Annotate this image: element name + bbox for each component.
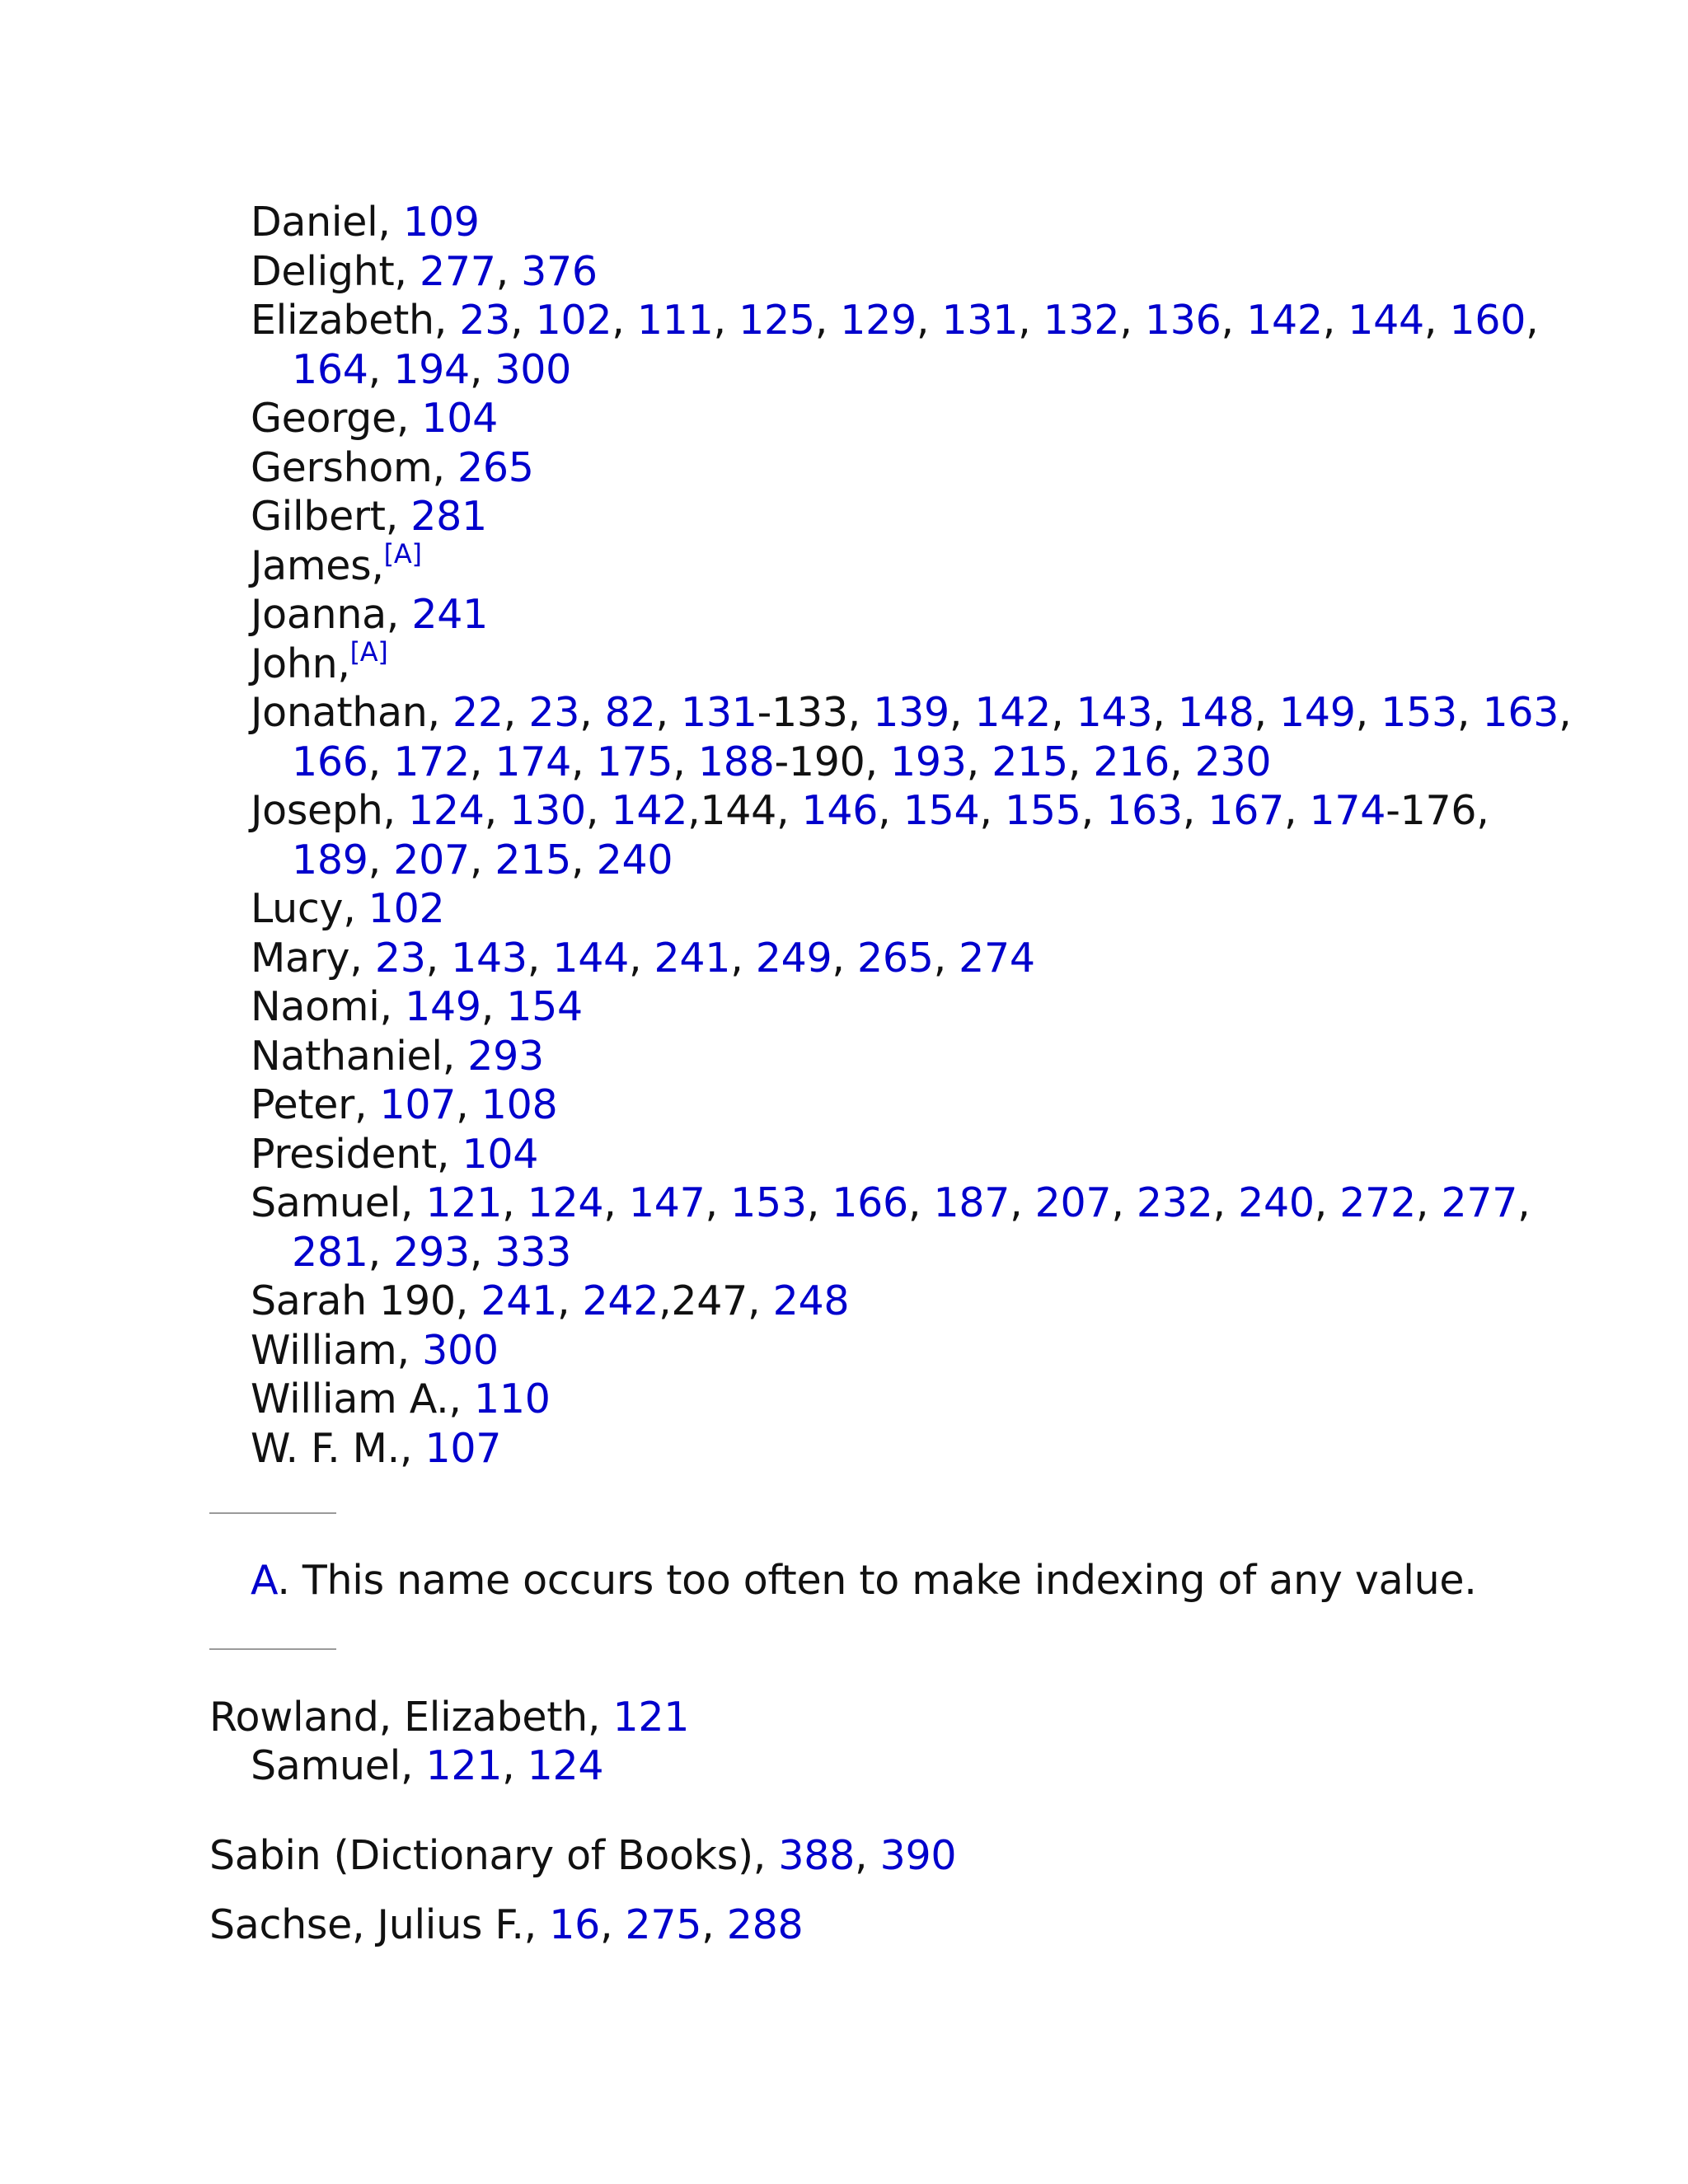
- page-link[interactable]: 207: [1034, 1179, 1112, 1226]
- index-continuation-line: [292, 345, 571, 395]
- page-link[interactable]: 172: [393, 738, 470, 785]
- entry-name: Gershom: [251, 444, 433, 491]
- page-link[interactable]: 82: [604, 689, 656, 736]
- entry-name: James: [251, 542, 372, 589]
- entry-separator: ,: [1010, 1179, 1035, 1226]
- page-link[interactable]: 131: [681, 689, 757, 736]
- index-entry: [209, 1900, 803, 1950]
- page-link[interactable]: 265: [457, 444, 534, 491]
- page-link[interactable]: 265: [856, 935, 934, 982]
- entry-name: Elizabeth: [251, 297, 434, 344]
- entry-separator: ,: [705, 1179, 731, 1226]
- page-link[interactable]: 136: [1144, 297, 1221, 344]
- entry-separator: ,: [1322, 297, 1348, 344]
- page-link[interactable]: 125: [738, 297, 815, 344]
- entry-separator: ,: [1559, 689, 1572, 736]
- entry-separator: ,: [469, 1229, 495, 1276]
- index-subentry: [251, 934, 1035, 983]
- index-continuation-line: [292, 738, 1271, 787]
- entry-separator: ,: [495, 248, 522, 295]
- page-link[interactable]: 154: [903, 787, 980, 834]
- page-link[interactable]: 241: [654, 935, 731, 982]
- index-entry: [209, 1831, 956, 1881]
- page-link[interactable]: 166: [292, 738, 368, 785]
- page-link[interactable]: 216: [1093, 738, 1170, 785]
- entry-separator: ,247,: [659, 1277, 773, 1324]
- entry-separator: ,: [855, 1832, 880, 1879]
- entry-separator: ,: [814, 297, 841, 344]
- index-subentry: [251, 1080, 557, 1130]
- page-link[interactable]: 376: [521, 248, 598, 295]
- page-link[interactable]: 107: [379, 1081, 457, 1128]
- entry-separator: ,: [603, 1179, 629, 1226]
- entry-name: Samuel: [251, 1179, 401, 1226]
- page-link[interactable]: 193: [890, 738, 967, 785]
- page-link[interactable]: 167: [1207, 787, 1284, 834]
- entry-separator: ,: [832, 935, 857, 982]
- entry-separator: ,: [442, 1033, 468, 1080]
- entry-separator: ,: [368, 1229, 394, 1276]
- page-link[interactable]: 111: [636, 297, 714, 344]
- entry-separator: ,: [400, 1179, 426, 1226]
- entry-name: Jonathan: [251, 689, 428, 736]
- entry-name: Samuel: [251, 1742, 401, 1789]
- entry-separator: ,: [571, 837, 597, 883]
- entry-separator: ,: [448, 1376, 474, 1422]
- entry-separator: ,: [1111, 1179, 1137, 1226]
- page-link[interactable]: 144: [1348, 297, 1424, 344]
- page-link[interactable]: 272: [1339, 1179, 1416, 1226]
- entry-separator: ,: [655, 689, 682, 736]
- entry-separator: ,: [427, 689, 453, 736]
- entry-separator: ,: [394, 248, 420, 295]
- entry-name: Rowland, Elizabeth: [209, 1694, 588, 1741]
- entry-name: Joanna: [251, 591, 387, 638]
- page-link[interactable]: 194: [393, 346, 470, 393]
- index-subentry: [251, 636, 388, 689]
- page-link[interactable]: 104: [462, 1131, 539, 1178]
- entry-separator: ,: [396, 395, 422, 442]
- entry-name: Mary: [251, 935, 350, 982]
- entry-separator: ,: [399, 1425, 425, 1472]
- page-link[interactable]: 333: [495, 1229, 572, 1276]
- footnote-divider-bottom: [209, 1648, 336, 1650]
- page-link[interactable]: 143: [451, 935, 528, 982]
- page-link[interactable]: 22: [452, 689, 504, 736]
- entry-separator: ,: [510, 297, 536, 344]
- entry-separator: ,: [806, 1179, 832, 1226]
- entry-separator: ,: [628, 935, 654, 982]
- entry-separator: ,: [1212, 1179, 1239, 1226]
- entry-separator: ,: [368, 346, 394, 393]
- entry-name: W. F. M.: [251, 1425, 400, 1472]
- entry-separator: ,: [386, 591, 412, 638]
- page-link[interactable]: 142: [974, 689, 1052, 736]
- page-link[interactable]: 293: [467, 1033, 544, 1080]
- entry-separator: ,: [382, 787, 409, 834]
- entry-separator: ,: [1221, 297, 1247, 344]
- index-subentry: [251, 1375, 551, 1424]
- page-link[interactable]: 149: [405, 983, 481, 1030]
- entry-separator: ,: [571, 738, 597, 785]
- page-link[interactable]: 23: [374, 935, 426, 982]
- index-entry: [209, 1693, 689, 1742]
- page-link[interactable]: 249: [755, 935, 832, 982]
- index-subentry: [251, 590, 488, 640]
- entry-separator: ,: [713, 297, 739, 344]
- page-link[interactable]: 274: [959, 935, 1035, 982]
- entry-separator: ,: [436, 1131, 462, 1178]
- footnote: [251, 1556, 1476, 1605]
- page-link[interactable]: 232: [1136, 1179, 1213, 1226]
- page-link[interactable]: 124: [527, 1179, 604, 1226]
- page-link[interactable]: 104: [421, 395, 499, 442]
- entry-separator: ,: [907, 1179, 934, 1226]
- page-link[interactable]: 147: [628, 1179, 706, 1226]
- entry-separator: -190,: [774, 738, 891, 785]
- entry-name: Peter: [251, 1081, 354, 1128]
- page-link[interactable]: 132: [1043, 297, 1120, 344]
- page-link[interactable]: 174: [495, 738, 572, 785]
- page-link[interactable]: 390: [879, 1832, 957, 1879]
- entry-separator: ,: [966, 738, 992, 785]
- footnote-ref-link[interactable]: [A]: [383, 538, 422, 569]
- entry-name: John: [251, 640, 338, 687]
- page-link[interactable]: 166: [832, 1179, 908, 1226]
- page-link[interactable]: 23: [459, 297, 511, 344]
- index-subentry: [251, 443, 534, 493]
- entry-separator: ,: [979, 787, 1005, 834]
- page-link[interactable]: 153: [730, 1179, 807, 1226]
- page-link[interactable]: 215: [495, 837, 572, 883]
- page-link[interactable]: 16: [549, 1901, 600, 1948]
- entry-separator: ,: [1423, 297, 1450, 344]
- page-link[interactable]: 241: [481, 1277, 557, 1324]
- entry-separator: ,: [1415, 1179, 1442, 1226]
- entry-separator: ,: [1526, 297, 1539, 344]
- entry-separator: ,: [484, 787, 510, 834]
- page-link[interactable]: 124: [408, 787, 485, 834]
- index-subentry: [251, 492, 487, 541]
- page-link[interactable]: 139: [873, 689, 950, 736]
- page-link[interactable]: 121: [425, 1742, 503, 1789]
- page-link[interactable]: 281: [292, 1229, 368, 1276]
- page-link[interactable]: 275: [625, 1901, 702, 1948]
- page-link[interactable]: 102: [368, 885, 445, 932]
- index-subentry: [251, 394, 498, 443]
- entry-separator: ,144,: [687, 787, 802, 834]
- entry-name: Sarah: [251, 1277, 367, 1324]
- entry-name: William: [251, 1327, 397, 1374]
- entry-separator: ,: [587, 1694, 613, 1741]
- index-subentry: [251, 982, 583, 1032]
- entry-separator: ,: [371, 542, 384, 589]
- entry-name: Sabin (Dictionary of Books): [209, 1832, 753, 1879]
- entry-separator: ,: [1170, 738, 1195, 785]
- entry-separator: ,: [481, 983, 507, 1030]
- entry-separator: ,: [1067, 738, 1094, 785]
- index-subentry: [251, 1326, 499, 1376]
- page-link[interactable]: 189: [292, 837, 368, 883]
- entry-name: Daniel: [251, 199, 378, 246]
- footnote-label-link[interactable]: A: [251, 1557, 278, 1604]
- entry-separator: ,: [469, 738, 495, 785]
- page-link[interactable]: 174: [1309, 787, 1386, 834]
- page-link[interactable]: 124: [527, 1742, 604, 1789]
- page-link[interactable]: 160: [1449, 297, 1526, 344]
- page-link[interactable]: 164: [292, 346, 368, 393]
- entry-separator: ,: [379, 983, 406, 1030]
- entry-separator: ,: [1254, 689, 1280, 736]
- index-subentry: [251, 1179, 1530, 1228]
- entry-separator: ,: [1182, 787, 1208, 834]
- entry-separator: ,: [502, 1179, 528, 1226]
- page-link[interactable]: 155: [1004, 787, 1081, 834]
- entry-separator: ,: [1355, 689, 1381, 736]
- entry-name: William A.: [251, 1376, 449, 1422]
- entry-separator: ,: [1283, 787, 1310, 834]
- page-link[interactable]: 153: [1381, 689, 1457, 736]
- footnote-divider-top: [209, 1512, 336, 1514]
- entry-name: Naomi: [251, 983, 380, 1030]
- page-link[interactable]: 248: [772, 1277, 850, 1324]
- page-link[interactable]: 187: [933, 1179, 1010, 1226]
- entry-separator: ,: [400, 1742, 426, 1789]
- entry-separator: ,: [1119, 297, 1145, 344]
- page-link[interactable]: 240: [1238, 1179, 1315, 1226]
- entry-separator: ,: [878, 787, 903, 834]
- entry-separator: ,: [396, 1327, 423, 1374]
- entry-name: Gilbert: [251, 493, 386, 540]
- index-subentry: [251, 247, 598, 297]
- page-link[interactable]: 23: [528, 689, 580, 736]
- entry-separator: -176,: [1386, 787, 1489, 834]
- page-link[interactable]: 175: [596, 738, 673, 785]
- page-link[interactable]: 163: [1482, 689, 1559, 736]
- entry-separator: ,: [469, 837, 495, 883]
- page-link[interactable]: 130: [509, 787, 586, 834]
- entry-separator: ,: [527, 935, 553, 982]
- page-link[interactable]: 300: [422, 1327, 499, 1374]
- page-link[interactable]: 163: [1106, 787, 1183, 834]
- entry-name: George: [251, 395, 396, 442]
- entry-separator: ,: [753, 1832, 779, 1879]
- entry-separator: ,: [343, 885, 368, 932]
- entry-separator: ,: [425, 935, 452, 982]
- entry-separator: ,: [730, 935, 756, 982]
- entry-separator: ,: [349, 935, 375, 982]
- index-subentry: [251, 1032, 544, 1081]
- page-link[interactable]: 109: [402, 199, 480, 246]
- entry-separator: ,: [949, 689, 975, 736]
- page-link[interactable]: 144: [552, 935, 629, 982]
- entry-name: Nathaniel: [251, 1033, 443, 1080]
- index-subentry: [251, 786, 1489, 836]
- page-link[interactable]: 102: [535, 297, 612, 344]
- entry-separator: ,: [1314, 1179, 1340, 1226]
- page-link[interactable]: 121: [612, 1694, 690, 1741]
- entry-separator: ,: [579, 689, 605, 736]
- entry-separator: ,: [585, 787, 612, 834]
- page-link[interactable]: 146: [801, 787, 879, 834]
- index-subentry: [251, 1277, 849, 1326]
- entry-separator: ,: [354, 1081, 380, 1128]
- page-link[interactable]: 188: [697, 738, 775, 785]
- page-link[interactable]: 149: [1279, 689, 1356, 736]
- page-link[interactable]: 108: [481, 1081, 558, 1128]
- entry-separator: 190,: [366, 1277, 481, 1324]
- entry-separator: ,: [916, 297, 942, 344]
- footnote-text: . This name occurs too often to make indexing of any value.: [277, 1557, 1477, 1604]
- index-subentry: [251, 1130, 538, 1179]
- entry-separator: ,: [434, 297, 460, 344]
- index-continuation-line: [292, 1228, 571, 1277]
- page-link[interactable]: 277: [419, 248, 496, 295]
- page-link[interactable]: 143: [1076, 689, 1153, 736]
- index-subentry: [251, 688, 1571, 738]
- entry-separator: ,: [368, 738, 394, 785]
- index-continuation-line: [292, 836, 673, 885]
- page-link[interactable]: 142: [1246, 297, 1323, 344]
- page-link[interactable]: 288: [726, 1901, 804, 1948]
- index-subentry: [251, 198, 480, 247]
- index-subentry: [251, 1741, 603, 1791]
- entry-separator: ,: [1051, 689, 1076, 736]
- entry-separator: ,: [502, 1742, 528, 1789]
- index-subentry: [251, 538, 422, 591]
- entry-name: Lucy: [251, 885, 344, 932]
- page-link[interactable]: 142: [611, 787, 688, 834]
- page-link[interactable]: 215: [992, 738, 1068, 785]
- page-link[interactable]: 121: [425, 1179, 503, 1226]
- entry-separator: ,: [1018, 297, 1043, 344]
- entry-separator: ,: [701, 1901, 727, 1948]
- page-link[interactable]: 110: [473, 1376, 551, 1422]
- index-subentry: [251, 1424, 501, 1474]
- entry-separator: ,: [523, 1901, 550, 1948]
- entry-separator: ,: [1456, 689, 1483, 736]
- page-link[interactable]: 388: [778, 1832, 855, 1879]
- entry-separator: ,: [612, 297, 637, 344]
- entry-name: Delight: [251, 248, 395, 295]
- page-link[interactable]: 240: [596, 837, 673, 883]
- entry-name: Joseph: [251, 787, 383, 834]
- entry-separator: ,: [385, 493, 411, 540]
- entry-separator: ,: [456, 1081, 481, 1128]
- entry-separator: ,: [368, 837, 394, 883]
- entry-separator: ,: [1517, 1179, 1531, 1226]
- page-link[interactable]: 277: [1441, 1179, 1518, 1226]
- entry-separator: -133,: [757, 689, 874, 736]
- entry-separator: ,: [503, 689, 529, 736]
- index-subentry: [251, 296, 1538, 345]
- entry-separator: ,: [673, 738, 698, 785]
- page-link[interactable]: 207: [393, 837, 470, 883]
- entry-separator: ,: [599, 1901, 626, 1948]
- entry-separator: ,: [933, 935, 959, 982]
- footnote-ref-link[interactable]: [A]: [349, 636, 388, 668]
- index-subentry: [251, 884, 444, 934]
- page-link[interactable]: 230: [1194, 738, 1272, 785]
- entry-separator: ,: [377, 199, 403, 246]
- page-link[interactable]: 131: [941, 297, 1019, 344]
- page-link[interactable]: 107: [424, 1425, 502, 1472]
- page-link[interactable]: 241: [411, 591, 488, 638]
- entry-separator: ,: [337, 640, 350, 687]
- entry-name: President: [251, 1131, 437, 1178]
- entry-separator: ,: [432, 444, 458, 491]
- page-link[interactable]: 154: [506, 983, 583, 1030]
- entry-separator: ,: [556, 1277, 583, 1324]
- page-link[interactable]: 129: [840, 297, 917, 344]
- page-link[interactable]: 148: [1177, 689, 1254, 736]
- entry-separator: ,: [1081, 787, 1107, 834]
- page-link[interactable]: 293: [393, 1229, 470, 1276]
- page-link[interactable]: 281: [410, 493, 487, 540]
- entry-name: Sachse, Julius F.: [209, 1901, 524, 1948]
- page-link[interactable]: 300: [495, 346, 572, 393]
- entry-separator: ,: [469, 346, 495, 393]
- page-link[interactable]: 242: [582, 1277, 659, 1324]
- entry-separator: ,: [1152, 689, 1178, 736]
